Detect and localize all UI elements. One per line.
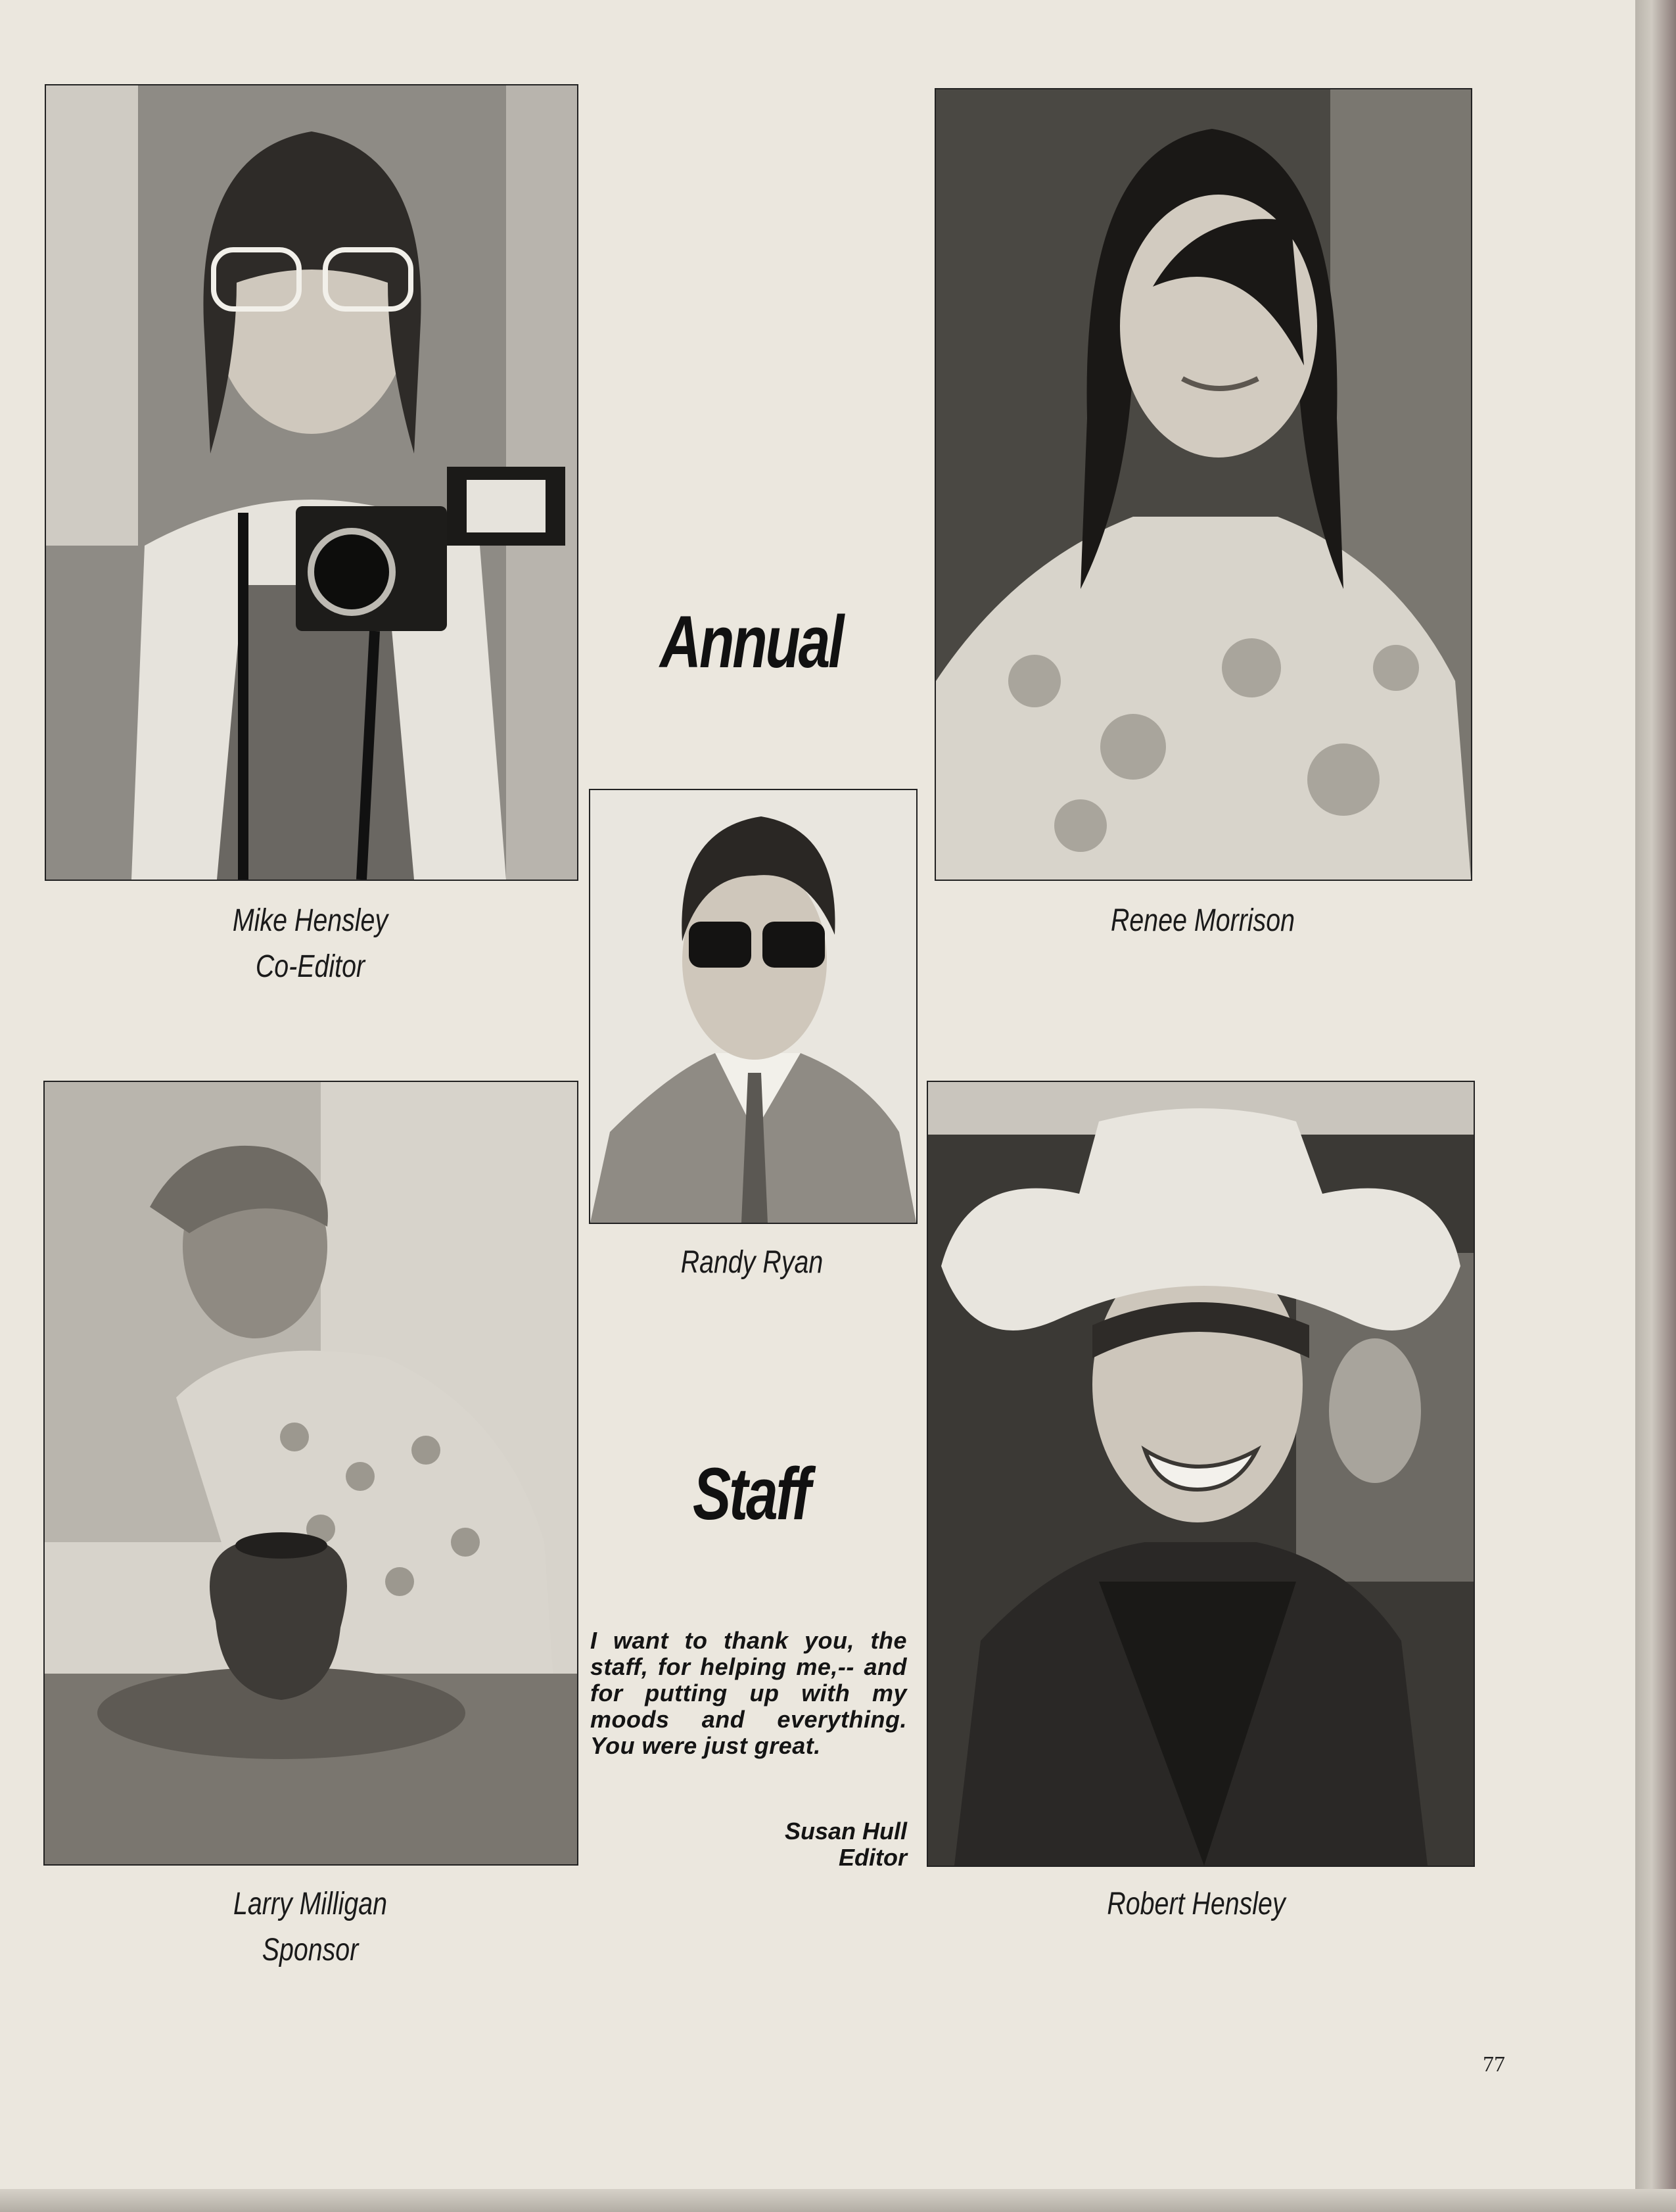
editor-signature bbox=[697, 1818, 907, 1871]
photo-larry-milligan bbox=[43, 1081, 578, 1866]
page-edge bbox=[1635, 0, 1676, 2212]
caption-role: Co-Editor bbox=[255, 949, 365, 984]
signature-name: Susan Hull bbox=[784, 1818, 907, 1845]
bottom-edge bbox=[0, 2189, 1676, 2212]
caption-mike-hensley bbox=[201, 898, 419, 990]
caption-name: Mike Hensley bbox=[232, 903, 388, 938]
caption-role: Sponsor bbox=[262, 1933, 359, 1967]
signature-role: Editor bbox=[839, 1844, 907, 1871]
caption-larry-milligan bbox=[201, 1881, 419, 1973]
camera-portrait-illustration bbox=[46, 85, 577, 880]
caption-name: Robert Hensley bbox=[1107, 1887, 1286, 1921]
caption-name: Larry Milligan bbox=[233, 1887, 388, 1921]
caption-name: Renee Morrison bbox=[1110, 903, 1295, 938]
photo-renee-morrison bbox=[935, 88, 1472, 881]
caption-renee-morrison bbox=[1041, 898, 1364, 944]
heading-staff: Staff bbox=[693, 1453, 809, 1535]
photo-mike-hensley bbox=[45, 84, 578, 881]
cowboy-hat-portrait-illustration bbox=[928, 1082, 1474, 1866]
page-number: 77 bbox=[1483, 2052, 1505, 2077]
photo-robert-hensley bbox=[927, 1081, 1475, 1867]
caption-name: Randy Ryan bbox=[680, 1245, 824, 1280]
editor-note: I want to thank you, the staff, for helping me,-- and for putting up with my moods and everything. You were just great. bbox=[590, 1627, 907, 1759]
photo-randy-ryan bbox=[589, 789, 918, 1224]
potter-at-wheel-illustration bbox=[45, 1082, 577, 1864]
caption-robert-hensley bbox=[1035, 1881, 1358, 1927]
woman-portrait-illustration bbox=[936, 89, 1471, 880]
heading-annual: Annual bbox=[660, 601, 843, 683]
man-suit-portrait-illustration bbox=[590, 790, 916, 1223]
caption-randy-ryan bbox=[645, 1240, 859, 1286]
